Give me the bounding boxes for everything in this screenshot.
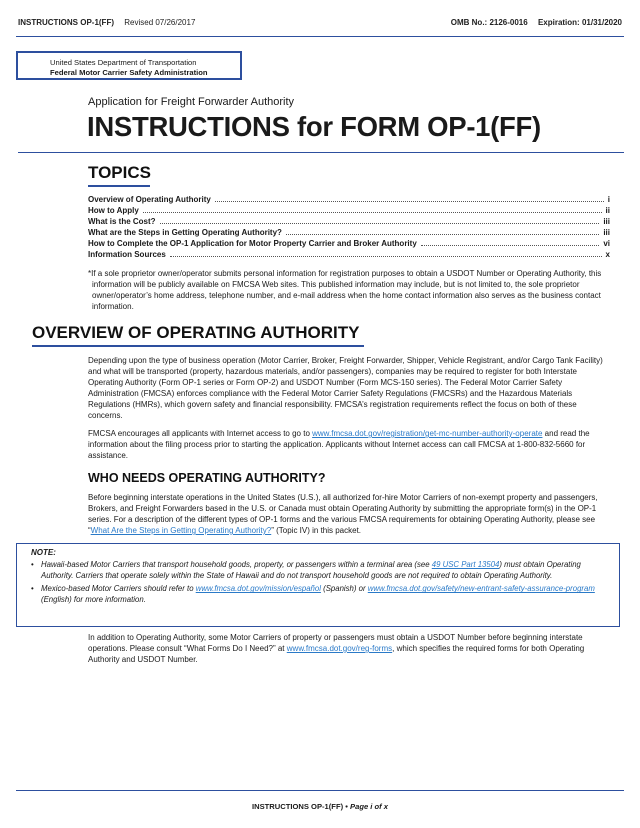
toc-row[interactable] — [88, 250, 610, 261]
toc-title: Overview of Operating Authority — [88, 195, 211, 204]
steps-link[interactable]: What Are the Steps in Getting Operating Authority? — [90, 526, 272, 535]
overview-p2-text: FMCSA encourages all applicants with Internet access to go to — [88, 429, 313, 438]
header-left — [18, 18, 195, 27]
agency-box — [16, 51, 242, 80]
reg-forms-link[interactable]: www.fmcsa.dot.gov/reg-forms — [286, 644, 393, 653]
toc-page: ii — [605, 206, 610, 215]
get-mc-number-link[interactable]: www.fmcsa.dot.gov/registration/get-mc-number-authority-operate — [312, 429, 543, 438]
toc-page: iii — [603, 217, 610, 226]
overview-heading-underline — [32, 345, 364, 347]
omb-label: OMB No.: — [450, 18, 488, 27]
footer-doc-id: INSTRUCTIONS OP-1(FF) — [251, 802, 344, 811]
who-needs-text-end: ” (Topic IV) in this packet. — [271, 526, 362, 535]
privacy-footnote: *If a sole proprietor owner/operator submits personal information for registration purposes to obtain a USDOT Number or Operating Authority, this information will be publicly available on FMCSA Web sites. This published information may include, but is not limited to, the sole proprietor owner/operator’s home address, telephone number, and e-mail address when the home contact information also serves as the business contact information. — [88, 269, 602, 311]
header-rule — [16, 36, 624, 37]
header-doc-id: INSTRUCTIONS OP-1(FF) — [18, 18, 114, 27]
who-needs-text: Before beginning interstate operations in the United States (U.S.), all authorized for-hire Motor Carriers of non-exempt property and passengers, Brokers, and Freight Forwarders based in the U.S. or Canada must obtain Operating Authority by submitting the appropriate form(s) in the OP-1 series. For a description of the different types of OP-1 forms and the various FMCSA requirements for obtaining Operating Authority, please see “ — [88, 493, 598, 535]
spanish-mission-link[interactable]: www.fmcsa.dot.gov/mission/español — [195, 584, 321, 594]
who-needs-heading: WHO NEEDS OPERATING AUTHORITY? — [88, 471, 326, 485]
toc-row[interactable] — [88, 206, 610, 217]
note-box — [16, 543, 620, 627]
toc-leader — [421, 245, 600, 246]
note-bullet-text: Mexico-based Motor Carriers should refer to — [41, 584, 196, 594]
note-bullet-text-end: ) must obtain Operating Authority. Carriers that operate solely within the State of Hawaii and do not transport household goods are not required to obtain Operating Authority. — [41, 560, 581, 580]
topics-heading-underline — [88, 185, 150, 187]
toc-leader — [160, 223, 600, 224]
overview-heading: OVERVIEW OF OPERATING AUTHORITY — [32, 323, 360, 342]
usc-13504-link[interactable]: 49 USC Part 13504 — [431, 560, 500, 569]
toc-leader — [286, 234, 599, 235]
toc-leader — [170, 256, 602, 257]
toc-title: Information Sources — [88, 250, 166, 259]
agency-department: United States Department of Transportation — [50, 58, 197, 67]
toc-title: How to Apply — [88, 206, 139, 215]
header-revised: Revised 07/26/2017 — [124, 18, 196, 27]
toc-title: What are the Steps in Getting Operating Authority? — [88, 228, 282, 237]
topics-heading: TOPICS — [88, 163, 151, 182]
title-rule — [18, 152, 624, 153]
who-needs-paragraph — [88, 492, 610, 536]
usdot-text: In addition to Operating Authority, some Motor Carriers of property or passengers must obtain a USDOT Number before beginning interstate operations. Please consult “What Forms Do I Need?” at — [88, 633, 583, 653]
note-title: NOTE: — [31, 548, 56, 557]
expiration-label: Expiration: — [537, 18, 580, 27]
page-footer — [0, 802, 640, 811]
toc-leader — [143, 212, 602, 213]
form-subtitle: Application for Freight Forwarder Authority — [88, 96, 295, 108]
note-bullet-text-mid: (Spanish) or — [320, 584, 368, 594]
toc-row[interactable] — [88, 228, 610, 239]
overview-paragraph: Depending upon the type of business operation (Motor Carrier, Broker, Freight Forwarder, Shipper, Vehicle Registrant, and/or Cargo Tank Facility) and what will be transported (property, hazardous materials, and/or passengers), companies may be required to register for both Interstate Operating Authority (Form OP-1 series or Form OP-2) and USDOT Number (Form MCS-150 series). The Federal Motor Carrier Safety Administration (FMCSA) enforces compliance with the Federal Motor Carrier Safety Regulations (FMCSRs) and the Hazardous Materials Regulations (HMRs), which govern safety and financial responsibility. FMCSA’s registration requirements reflect the focus on both of these concerns. — [88, 356, 603, 420]
table-of-contents — [88, 195, 610, 261]
usdot-text-end: , which specifies the required forms for both Operating Authority and USDOT Number. — [88, 644, 585, 664]
overview-p2-text-end: and read the information about the filing process prior to starting the application. Applicants without Internet access can call FMCSA at 1-800-832-5660 for assistance. — [88, 429, 590, 460]
page-title: INSTRUCTIONS for FORM OP-1(FF) — [87, 111, 541, 142]
usdot-paragraph — [88, 632, 610, 665]
overview-internet-paragraph — [88, 428, 608, 461]
toc-page: iii — [603, 228, 610, 237]
agency-administration: Federal Motor Carrier Safety Administration — [50, 68, 208, 77]
toc-page: vi — [603, 239, 610, 248]
footer-rule — [16, 790, 624, 791]
footer-page-number: Page i of x — [350, 802, 389, 811]
toc-row[interactable] — [88, 239, 610, 250]
toc-page: i — [607, 195, 610, 204]
note-bullet-text-end: (English) for more information. — [41, 594, 146, 604]
toc-row[interactable] — [88, 195, 610, 206]
note-bullet-mexico — [31, 584, 607, 605]
note-bullet-text: Hawaii-based Motor Carriers that transport household goods, property, or passengers within a terminal area (see — [41, 560, 432, 569]
header-right — [451, 18, 622, 27]
toc-row[interactable] — [88, 217, 610, 228]
expiration-date: 01/31/2020 — [581, 18, 622, 27]
new-entrant-program-link[interactable]: www.fmcsa.dot.gov/safety/new-entrant-safety-assurance-program — [367, 584, 595, 594]
footer-separator: • — [345, 802, 348, 811]
toc-title: How to Complete the OP-1 Application for Motor Property Carrier and Broker Authority — [88, 239, 417, 248]
note-bullet-hawaii — [31, 560, 607, 581]
toc-leader — [215, 201, 604, 202]
toc-title: What is the Cost? — [88, 217, 156, 226]
toc-page: x — [605, 250, 610, 259]
omb-number: 2126-0016 — [489, 18, 528, 27]
